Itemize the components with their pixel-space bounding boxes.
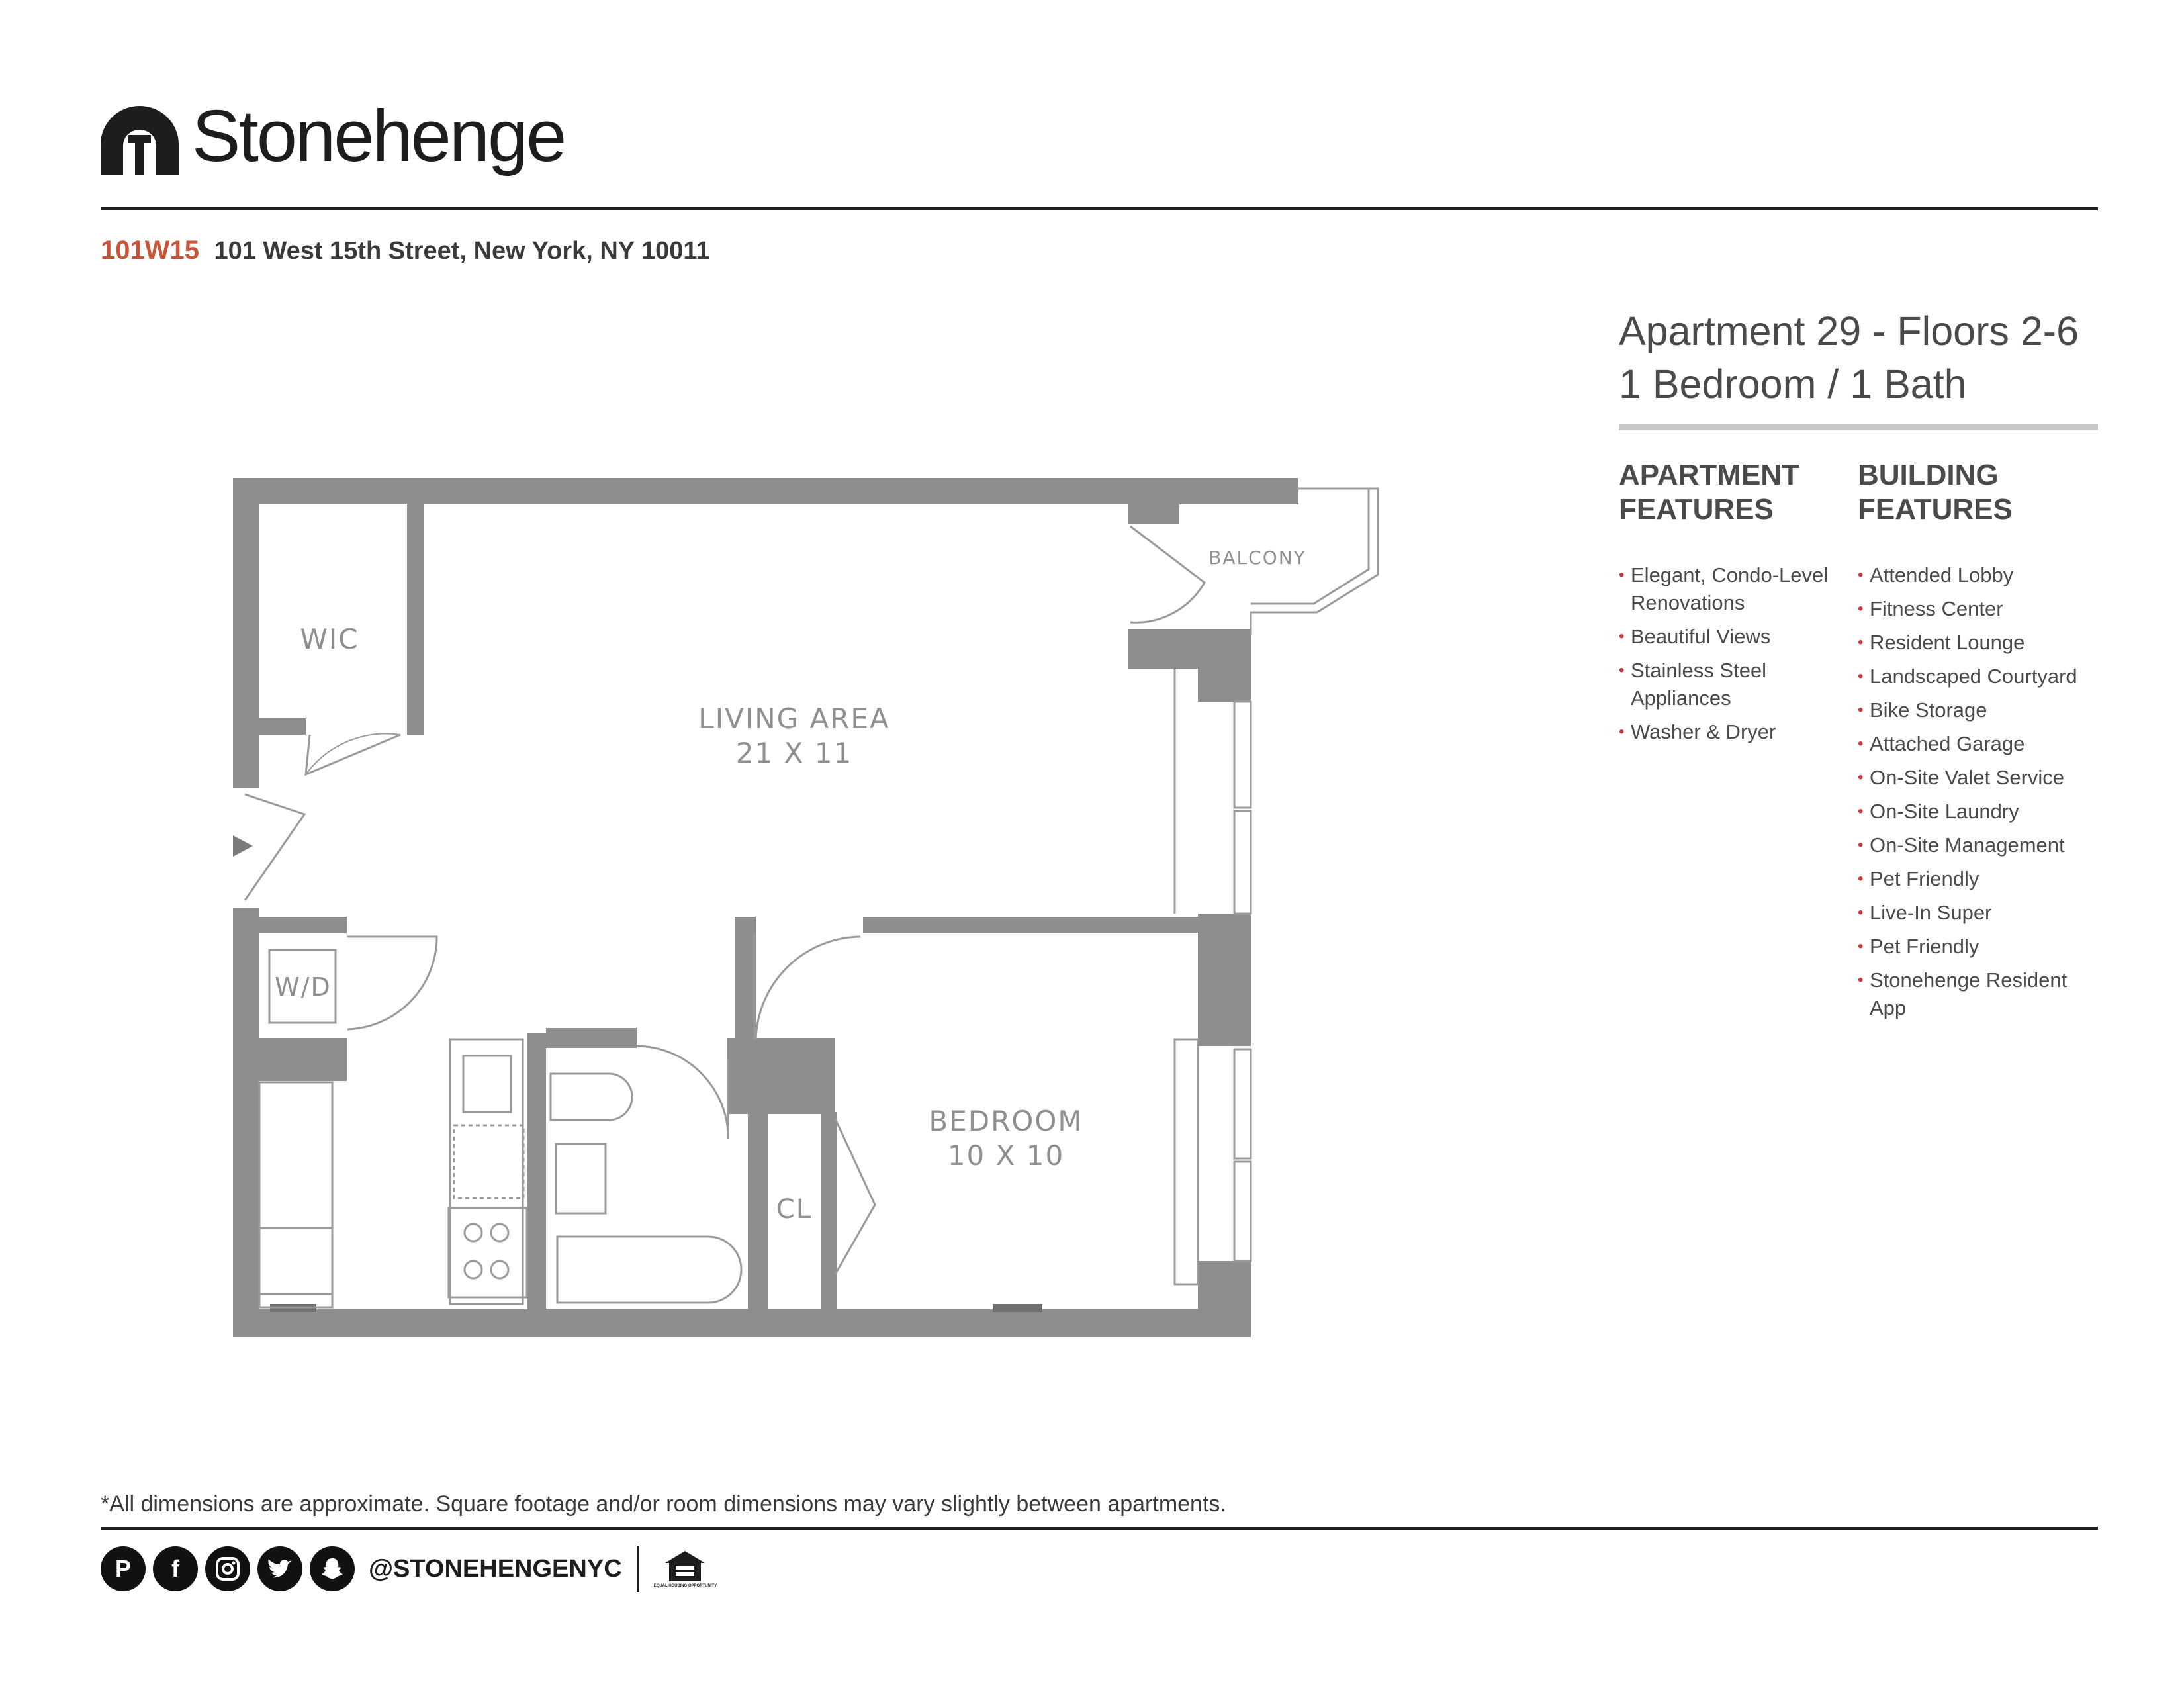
walls [233,478,1298,1337]
room-label-living: LIVING AREA [698,702,890,735]
room-label-bedroom: BEDROOM [929,1105,1083,1137]
list-item: • Washer & Dryer [1619,718,1844,746]
social-bar [101,1542,717,1595]
facebook-icon[interactable]: f [153,1546,198,1591]
room-label-bedroom-dimensions: 10 X 10 [947,1139,1065,1172]
equal-housing-text: EQUAL HOUSING OPPORTUNITY [653,1584,717,1588]
list-item: • Elegant, Condo-Level Renovations [1619,561,1844,617]
property-code: 101W15 [101,236,199,265]
list-item: • Pet Friendly [1858,933,2099,961]
room-label-wd: W/D [275,972,332,1002]
property-address: 101 West 15th Street, New York, NY 10011 [214,237,710,265]
equal-housing-logo [654,1550,717,1588]
list-item: • On-Site Management [1858,831,2099,859]
footer-rule [101,1527,2098,1530]
apartment-features [1619,458,1844,752]
disclaimer: *All dimensions are approximate. Square footage and/or room dimensions may vary slightly between apartments. [101,1491,1226,1517]
property-line [101,236,710,265]
apartment-features-heading-1: APARTMENT [1619,459,1799,491]
apartment-features-list [1619,561,1844,746]
header-rule [101,207,2098,210]
room-label-wic: WIC [300,623,359,655]
social-handle[interactable]: @STONEHENGENYC [369,1554,622,1583]
twitter-icon[interactable] [257,1546,302,1591]
building-features-heading-2: FEATURES [1858,493,2013,526]
list-item: • Beautiful Views [1619,623,1844,651]
stonehenge-logo-icon [101,106,179,175]
footer-separator [637,1546,639,1592]
room-label-balcony: BALCONY [1208,547,1306,569]
brand-name: Stonehenge [192,95,565,177]
list-item: • Stonehenge Resident App [1858,966,2099,1022]
room-label-closet: CL [776,1194,813,1225]
snapchat-icon[interactable] [310,1546,355,1591]
title-divider [1619,424,2098,430]
list-item: • On-Site Valet Service [1858,764,2099,792]
room-label-living-dimensions: 21 X 11 [735,737,853,769]
apartment-subtitle: 1 Bedroom / 1 Bath [1619,361,1967,406]
apartment-title: Apartment 29 - Floors 2-6 [1619,308,2079,353]
list-item: • On-Site Laundry [1858,798,2099,825]
list-item: • Live-In Super [1858,899,2099,927]
list-item: • Stainless Steel Appliances [1619,657,1844,712]
list-item: • Fitness Center [1858,595,2099,623]
pinterest-icon[interactable]: P [101,1546,146,1591]
list-item: • Bike Storage [1858,696,2099,724]
list-item: • Pet Friendly [1858,865,2099,893]
building-features-heading-1: BUILDING [1858,459,1999,491]
equal-housing-icon [664,1550,706,1583]
brand-logo [101,106,179,175]
list-item: • Attended Lobby [1858,561,2099,589]
list-item: • Landscaped Courtyard [1858,663,2099,690]
apartment-features-heading-2: FEATURES [1619,493,1774,526]
instagram-icon[interactable] [205,1546,250,1591]
building-features-list [1858,561,2099,1022]
entry-arrow-icon [233,835,253,857]
list-item: • Attached Garage [1858,730,2099,758]
building-features [1858,458,2099,1028]
list-item: • Resident Lounge [1858,629,2099,657]
floor-plan [218,463,1306,1357]
